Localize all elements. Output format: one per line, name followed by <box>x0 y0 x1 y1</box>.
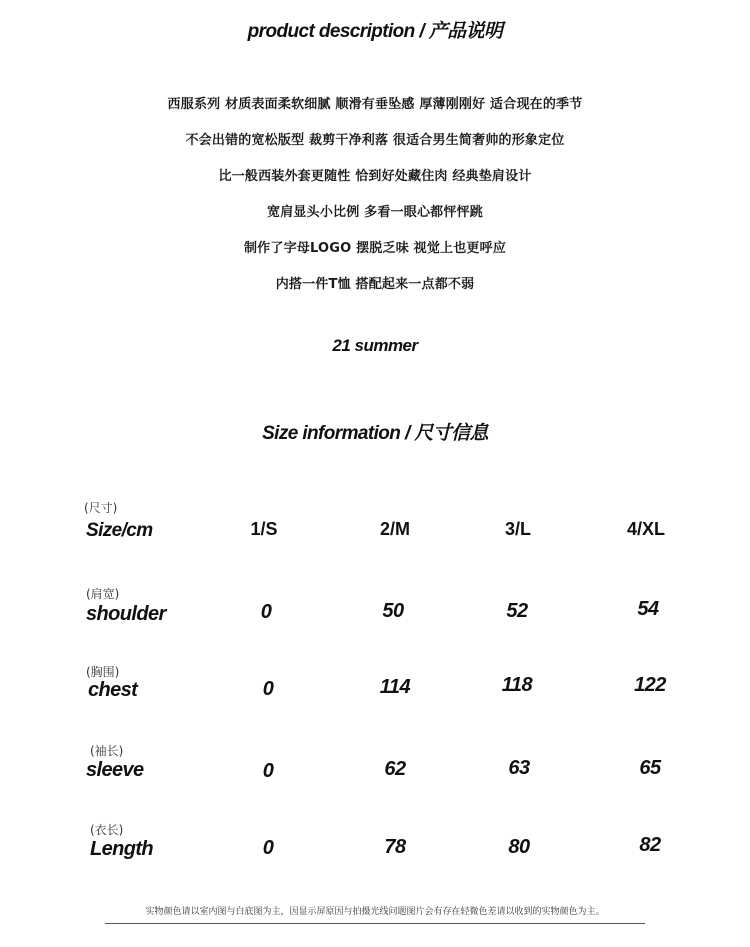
sleeve-value-4xl: 65 <box>639 757 661 779</box>
sleeve-value-2m: 62 <box>384 758 406 780</box>
length-value-4xl: 82 <box>639 834 661 856</box>
length-cn-label: (衣长) <box>90 823 124 837</box>
product-description-title: product description / 产品说明 <box>247 21 503 42</box>
description-line-5: 制作了字母LOGO 摆脱乏味 视觉上也更呼应 <box>243 241 507 256</box>
size-column-4xl: 4/XL <box>626 519 665 539</box>
chest-value-2m: 114 <box>379 676 411 698</box>
shoulder-en-label: shoulder <box>86 603 166 625</box>
length-value-2m: 78 <box>384 836 406 858</box>
length-value-1s: 0 <box>262 837 274 859</box>
size-header-cn-label: (尺寸) <box>84 501 118 515</box>
size-column-2m: 2/M <box>379 519 410 539</box>
length-value-3l: 80 <box>508 836 530 858</box>
shoulder-value-2m: 50 <box>382 600 404 622</box>
chest-en-label: chest <box>88 679 138 701</box>
chest-value-4xl: 122 <box>634 674 666 696</box>
sleeve-value-1s: 0 <box>262 760 274 782</box>
sleeve-value-3l: 63 <box>508 757 530 779</box>
description-line-2: 不会出错的宽松版型 裁剪干净利落 很适合男生简奢帅的形象定位 <box>185 133 565 148</box>
footer-divider <box>105 923 645 924</box>
shoulder-value-3l: 52 <box>506 600 528 622</box>
description-line-4: 宽肩显头小比例 多看一眼心都怦怦跳 <box>267 205 483 220</box>
color-disclaimer-note: 实物颜色请以室内图与白底图为主，因显示屏原因与拍摄光线问题图片会有存在轻微色差请以收到的实物颜色为主。 <box>145 907 605 917</box>
shoulder-cn-label: (肩宽) <box>86 587 120 601</box>
chest-cn-label: (胸围) <box>86 665 120 679</box>
chest-value-1s: 0 <box>262 678 274 700</box>
shoulder-value-1s: 0 <box>260 601 272 623</box>
description-line-6: 内搭一件T恤 搭配起来一点都不弱 <box>275 277 475 292</box>
description-line-1: 西服系列 材质表面柔软细腻 顺滑有垂坠感 厚薄刚刚好 适合现在的季节 <box>167 97 583 112</box>
length-en-label: Length <box>90 838 154 860</box>
size-column-1s: 1/S <box>250 519 278 539</box>
description-line-3: 比一般西装外套更随性 恰到好处藏住肉 经典垫肩设计 <box>218 169 532 184</box>
sleeve-en-label: sleeve <box>86 759 144 781</box>
season-label: 21 summer <box>332 336 418 355</box>
sleeve-cn-label: (袖长) <box>90 744 124 758</box>
shoulder-value-4xl: 54 <box>637 598 659 620</box>
size-information-title: Size information / 尺寸信息 <box>262 423 488 444</box>
size-column-3l: 3/L <box>504 519 531 539</box>
size-header-en-label: Size/cm <box>86 520 153 541</box>
chest-value-3l: 118 <box>501 674 533 696</box>
